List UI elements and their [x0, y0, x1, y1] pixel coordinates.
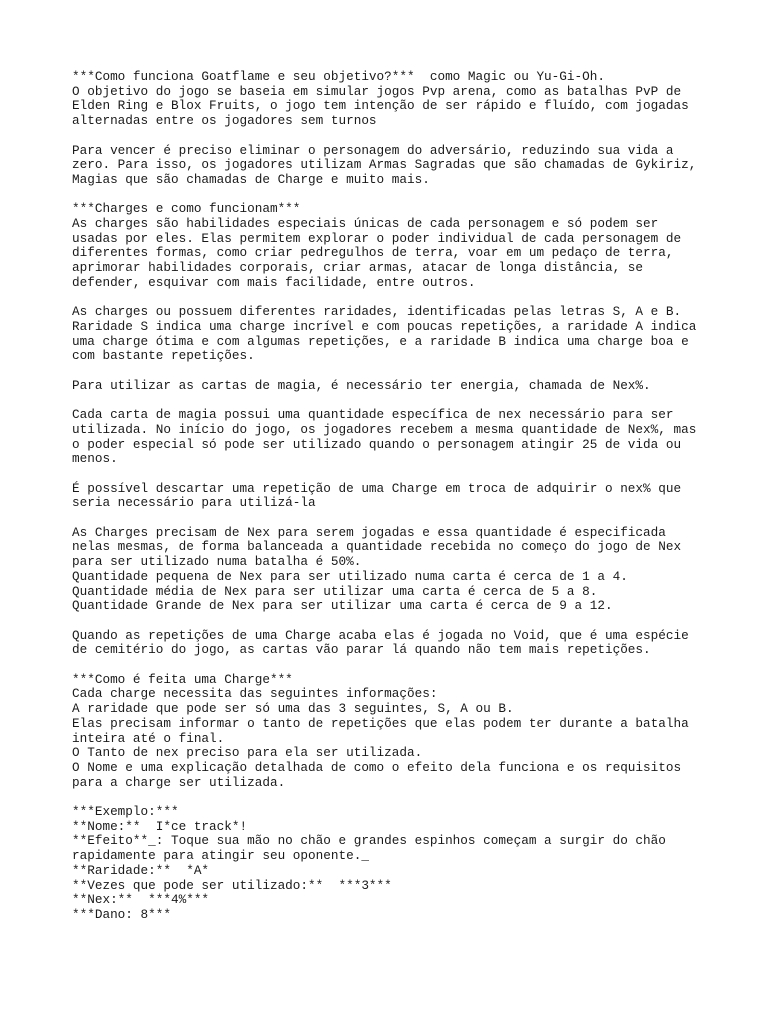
text-line: As Charges precisam de Nex para serem jogadas e essa quantidade é especificada: [72, 524, 666, 540]
text-line: Quantidade pequena de Nex para ser utilizado numa carta é cerca de 1 a 4.: [72, 568, 628, 584]
heading-how-to-make: ***Como é feita uma Charge***: [72, 671, 293, 687]
paragraph-nex-quantities: [72, 526, 712, 614]
text-line: O Tanto de nex preciso para ela ser utilizada.: [72, 745, 423, 761]
paragraph-intro: [72, 70, 712, 129]
paragraph-nex-cost: [72, 408, 712, 467]
text-line: para ser utilizado numa batalha é 50%.: [72, 554, 362, 570]
text-line: Elas precisam informar o tanto de repetições que elas podem ter durante a batalha: [72, 715, 689, 731]
example-effect: **Efeito**_: Toque sua mão no chão e grandes espinhos começam a surgir do chão: [72, 833, 666, 849]
text-line: menos.: [72, 451, 118, 467]
document-body: [72, 70, 712, 937]
text-line: Para vencer é preciso eliminar o personagem do adversário, reduzindo sua vida a: [72, 142, 674, 158]
text-line: O objetivo do jogo se baseia em simular jogos Pvp arena, como as batalhas PvP de: [72, 83, 682, 99]
heading-goatflame: ***Como funciona Goatflame e seu objetivo?*** como Magic ou Yu-Gi-Oh.: [72, 69, 605, 84]
heading-example: ***Exemplo:***: [72, 804, 179, 819]
text-line: com bastante repetições.: [72, 348, 255, 364]
text-line: Elden Ring e Blox Fruits, o jogo tem intenção de ser rápido e fluído, com jogadas: [72, 98, 689, 114]
example-rarity: **Raridade:** *A*: [72, 862, 210, 878]
text-line: Cada carta de magia possui uma quantidade específica de nex necessário para ser: [72, 407, 674, 423]
paragraph-energy: [72, 379, 712, 394]
text-line: nelas mesmas, de forma balanceada a quantidade recebida no começo do jogo de Nex: [72, 539, 682, 555]
paragraph-example: [72, 805, 712, 923]
text-line: Raridade S indica uma charge incrível e com poucas repetições, a raridade A indica: [72, 318, 697, 334]
text-line: de cemitério do jogo, as cartas vão parar lá quando não tem mais repetições.: [72, 642, 651, 658]
text-line: Para utilizar as cartas de magia, é necessário ter energia, chamada de Nex%.: [72, 377, 651, 393]
text-line: As charges são habilidades especiais únicas de cada personagem e só podem ser: [72, 216, 659, 231]
paragraph-victory: [72, 144, 712, 188]
text-line: O Nome e uma explicação detalhada de como o efeito dela funciona e os requisitos: [72, 759, 682, 775]
text-line: usadas por eles. Elas permitem explorar o poder individual de cada personagem de: [72, 230, 682, 246]
example-uses: **Vezes que pode ser utilizado:** ***3***: [72, 877, 392, 893]
text-line: Quantidade média de Nex para ser utilizar uma carta é cerca de 5 a 8.: [72, 583, 598, 599]
text-line: defender, esquivar com mais facilidade, entre outros.: [72, 274, 476, 290]
example-effect-continued: rapidamente para atingir seu oponente._: [72, 848, 369, 864]
paragraph-discard: [72, 482, 712, 511]
text-line: É possível descartar uma repetição de uma Charge em troca de adquirir o nex% que: [72, 480, 682, 496]
text-line: utilizada. No início do jogo, os jogadores recebem a mesma quantidade de Nex%, mas: [72, 421, 697, 437]
text-line: o poder especial só pode ser utilizado quando o personagem atingir 25 de vida ou: [72, 436, 682, 452]
text-line: diferentes formas, como criar pedregulhos de terra, voar em um pedaço de terra,: [72, 245, 674, 261]
paragraph-rarity: [72, 305, 712, 364]
paragraph-charges: [72, 202, 712, 290]
text-line: para a charge ser utilizada.: [72, 774, 286, 790]
text-line: Quando as repetições de uma Charge acaba elas é jogada no Void, que é uma espécie: [72, 627, 689, 643]
text-line: A raridade que pode ser só uma das 3 seguintes, S, A ou B.: [72, 701, 514, 717]
text-line: Magias que são chamadas de Charge e muito mais.: [72, 171, 430, 187]
text-line: aprimorar habilidades corporais, criar armas, atacar de longa distância, se: [72, 260, 644, 276]
text-line: seria necessário para utilizá-la: [72, 495, 316, 511]
heading-charges: ***Charges e como funcionam***: [72, 201, 301, 217]
text-line: inteira até o final.: [72, 730, 225, 746]
example-damage: ***Dano: 8***: [72, 906, 171, 922]
text-line: zero. Para isso, os jogadores utilizam Armas Sagradas que são chamadas de Gykiriz,: [72, 157, 697, 173]
paragraph-void: [72, 629, 712, 658]
text-line: Cada charge necessita das seguintes informações:: [72, 686, 438, 702]
paragraph-how-to-make: [72, 673, 712, 791]
text-line: As charges ou possuem diferentes raridades, identificadas pelas letras S, A e B.: [72, 304, 682, 320]
example-name: **Nome:** I*ce track*!: [72, 818, 248, 834]
text-line: uma charge ótima e com algumas repetições, e a raridade B indica uma charge boa e: [72, 333, 689, 349]
text-line: alternadas entre os jogadores sem turnos: [72, 113, 377, 129]
text-line: Quantidade Grande de Nex para ser utilizar uma carta é cerca de 9 a 12.: [72, 598, 613, 614]
example-nex: **Nex:** ***4%***: [72, 892, 210, 908]
